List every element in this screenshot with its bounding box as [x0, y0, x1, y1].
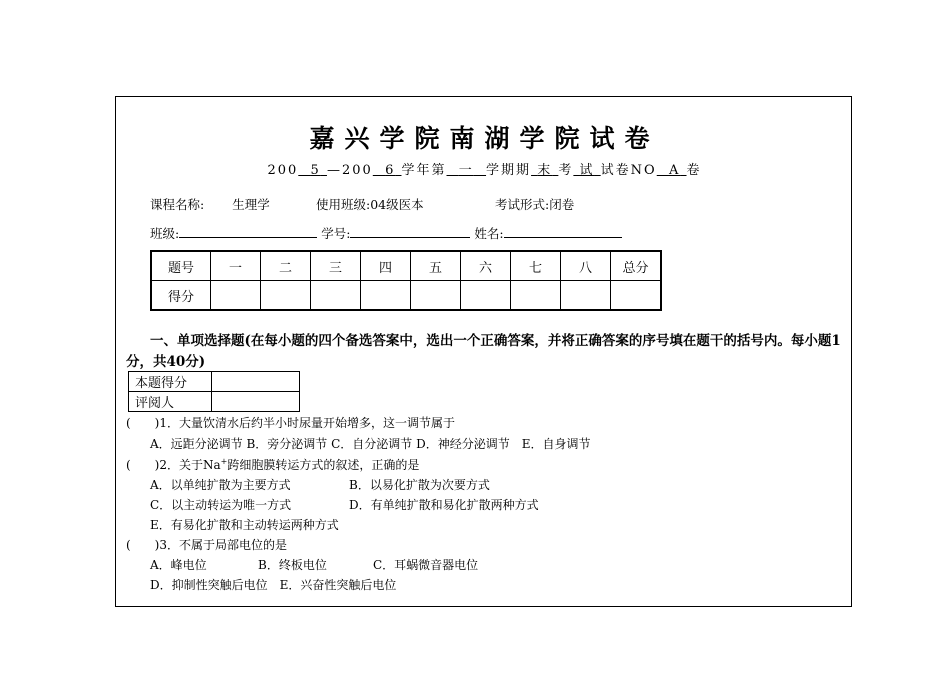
question-2-stem: ( )2．关于Na+跨细胞膜转运方式的叙述，正确的是 — [126, 457, 420, 472]
exam-subtitle-line — [116, 159, 853, 178]
student-id-label: 学号: — [321, 226, 351, 241]
score-input-cell[interactable] — [611, 281, 662, 311]
score-input-cell[interactable] — [261, 281, 311, 311]
course-name-row — [150, 195, 270, 213]
exam-page-frame — [115, 96, 852, 607]
class-used-label: 使用班级: — [316, 197, 371, 212]
paper-number: A — [668, 163, 681, 178]
superscript-plus: + — [220, 457, 228, 466]
reviewer-row — [129, 392, 300, 412]
paper-text: 试卷NO — [600, 163, 657, 178]
score-cell: 四 — [361, 251, 411, 281]
class-used-row — [316, 195, 424, 213]
course-label: 课程名称: — [150, 197, 205, 212]
exam-form-row — [495, 195, 574, 213]
score-cell: 总分 — [611, 251, 662, 281]
section-score-table — [128, 371, 300, 412]
score-row-label: 得分 — [151, 281, 211, 311]
question-2-option-b: B．以易化扩散为次要方式 — [349, 478, 490, 492]
score-input-cell[interactable] — [461, 281, 511, 311]
term-text-2: 学期期 — [486, 163, 532, 178]
exam-type-mid: 考 — [558, 163, 574, 178]
score-input-cell[interactable] — [361, 281, 411, 311]
student-info-row — [150, 224, 622, 242]
class-used-value: 04级医本 — [370, 197, 424, 212]
student-name-label: 姓名: — [474, 226, 504, 241]
term-text-1: 学年第 — [401, 163, 447, 178]
question-3-option-a: A．峰电位 — [150, 558, 207, 572]
year-prefix-1: 200 — [267, 163, 299, 178]
score-cell: 六 — [461, 251, 511, 281]
question-3-option-de: D．抑制性突触后电位 E．兴奋性突触后电位 — [150, 578, 397, 592]
score-table — [150, 250, 662, 311]
score-input-cell[interactable] — [311, 281, 361, 311]
score-cell: 三 — [311, 251, 361, 281]
score-input-cell[interactable] — [561, 281, 611, 311]
question-1-options: A．远距分泌调节 B．旁分泌调节 C．自分泌调节 D．神经分泌调节 E．自身调节 — [150, 437, 591, 451]
exam-form-value: 闭卷 — [549, 197, 575, 212]
student-name-field[interactable] — [504, 225, 622, 238]
question-1-stem: ( )1．大量饮清水后约半小时尿量开始增多，这一调节属于 — [126, 416, 456, 430]
exam-type-1: 末 — [537, 163, 553, 178]
exam-form-label: 考试形式: — [495, 197, 550, 212]
score-cell: 二 — [261, 251, 311, 281]
question-2-option-a: A．以单纯扩散为主要方式 — [150, 478, 291, 492]
question-2-option-d: D．有单纯扩散和易化扩散两种方式 — [349, 498, 539, 512]
section-score-row — [129, 372, 300, 392]
score-cell: 七 — [511, 251, 561, 281]
class-label: 班级: — [150, 226, 180, 241]
question-3-option-b: B．终板电位 — [258, 558, 327, 572]
score-cell: 五 — [411, 251, 461, 281]
exam-type-2: 试 — [579, 163, 595, 178]
score-cell: 八 — [561, 251, 611, 281]
year-dash: — — [326, 163, 342, 178]
exam-title: 嘉兴学院南湖学院试卷 — [309, 124, 660, 153]
score-cell: 题号 — [151, 251, 211, 281]
score-table-score-row — [151, 281, 661, 311]
score-input-cell[interactable] — [211, 281, 261, 311]
section-heading: 一、单项选择题(在每小题的四个备选答案中，选出一个正确答案，并将正确答案的序号填在题干的括号内。每小题1分，共40分) — [126, 333, 841, 370]
paper-end: 卷 — [686, 163, 702, 178]
term-number: 一 — [458, 163, 474, 178]
reviewer-label: 评阅人 — [129, 392, 212, 412]
question-3-stem: ( )3．不属于局部电位的是 — [126, 538, 287, 552]
year-prefix-2: 200 — [341, 163, 373, 178]
section-score-label: 本题得分 — [129, 372, 212, 392]
course-value: 生理学 — [232, 197, 270, 212]
student-id-field[interactable] — [350, 225, 470, 238]
question-2-option-e: E．有易化扩散和主动转运两种方式 — [150, 518, 339, 532]
score-input-cell[interactable] — [511, 281, 561, 311]
question-3-option-c: C．耳蜗微音器电位 — [373, 558, 479, 572]
year-2: 6 — [385, 163, 396, 178]
reviewer-field[interactable] — [212, 392, 300, 412]
score-input-cell[interactable] — [411, 281, 461, 311]
score-table-header-row — [151, 251, 661, 281]
section-score-field[interactable] — [212, 372, 300, 392]
class-field[interactable] — [179, 225, 317, 238]
question-2-option-c: C．以主动转运为唯一方式 — [150, 498, 292, 512]
score-cell: 一 — [211, 251, 261, 281]
year-1: 5 — [310, 163, 321, 178]
